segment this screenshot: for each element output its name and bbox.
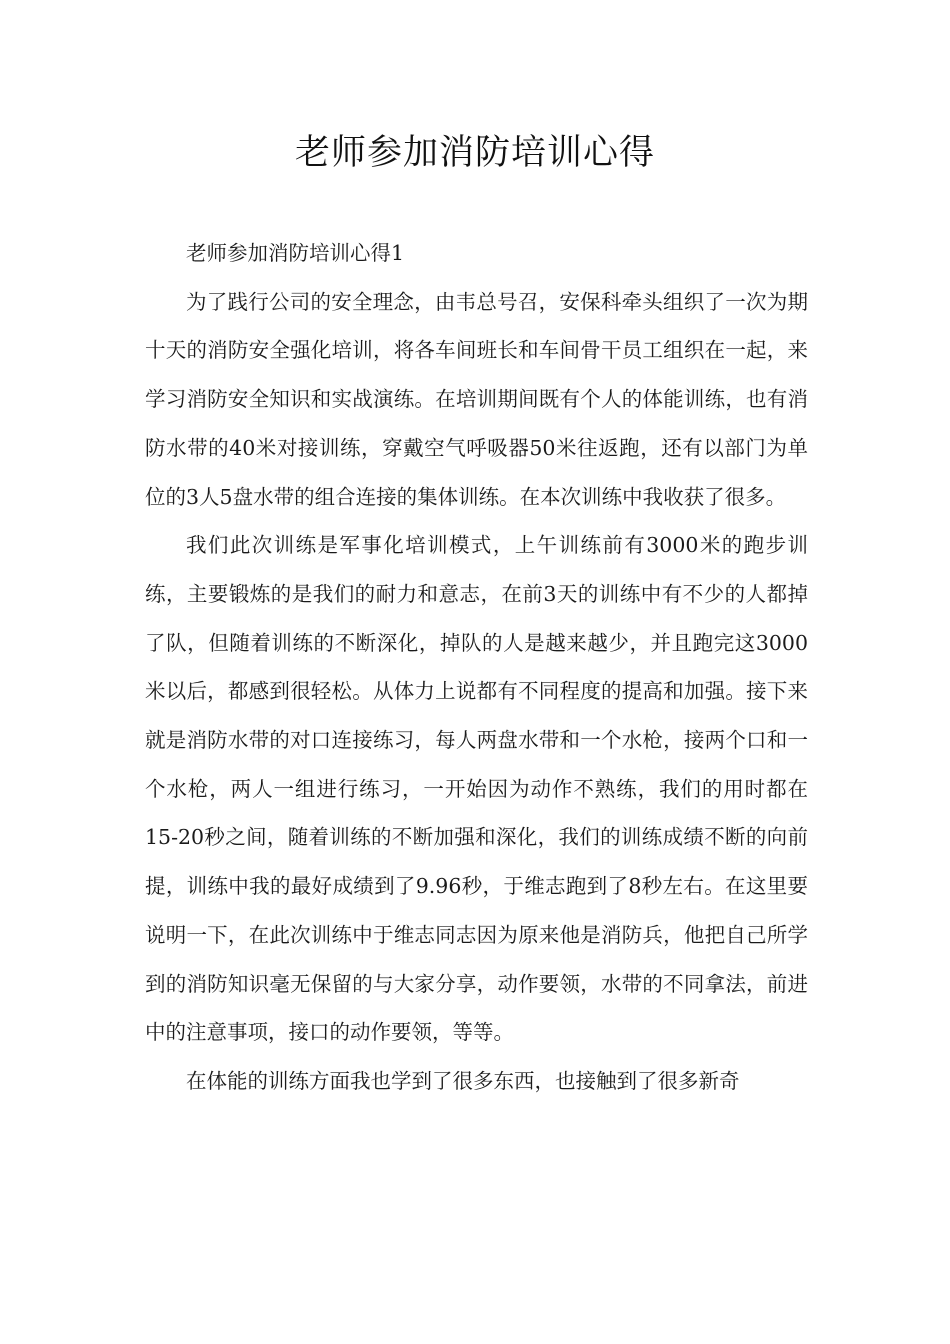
paragraph-2: 我们此次训练是军事化培训模式，上午训练前有3000米的跑步训练，主要锻炼的是我们的耐力和意志，在前3天的训练中有不少的人都掉了队，但随着训练的不断深化，掉队的人是越来越少，并且跑完这3000米以后，都感到很轻松。从体力上说都有不同程度的提高和加强。接下来就是消防水带的对口连接练习，每人两盘水带和一个水枪，接两个口和一个水枪，两人一组进行练习，一开始因为动作不熟练，我们的用时都在15-20秒之间，随着训练的不断加强和深化，我们的训练成绩不断的向前提，训练中我的最好成绩到了9.96秒，于维志跑到了8秒左右。在这里要说明一下，在此次训练中于维志同志因为原来他是消防兵，他把自己所学到的消防知识毫无保留的与大家分享，动作要领，水带的不同拿法，前进中的注意事项，接口的动作要领，等等。: [145, 533, 808, 1045]
paragraph-3: 在体能的训练方面我也学到了很多东西，也接触到了很多新奇: [186, 1068, 740, 1093]
section-heading: 老师参加消防培训心得1: [186, 241, 405, 265]
paragraph-1: 为了践行公司的安全理念，由韦总号召，安保科牵头组织了一次为期十天的消防安全强化培训，将各车间班长和车间骨干员工组织在一起，来学习消防安全知识和实战演练。在培训期间既有个人的体能训练，也有消防水带的40米对接训练，穿戴空气呼吸器50米往返跑，还有以部门为单位的3人5盘水带的组合连接的集体训练。在本次训练中我收获了很多。: [145, 289, 808, 509]
document-body: [145, 229, 808, 1106]
document-title: 老师参加消防培训心得: [294, 133, 655, 173]
